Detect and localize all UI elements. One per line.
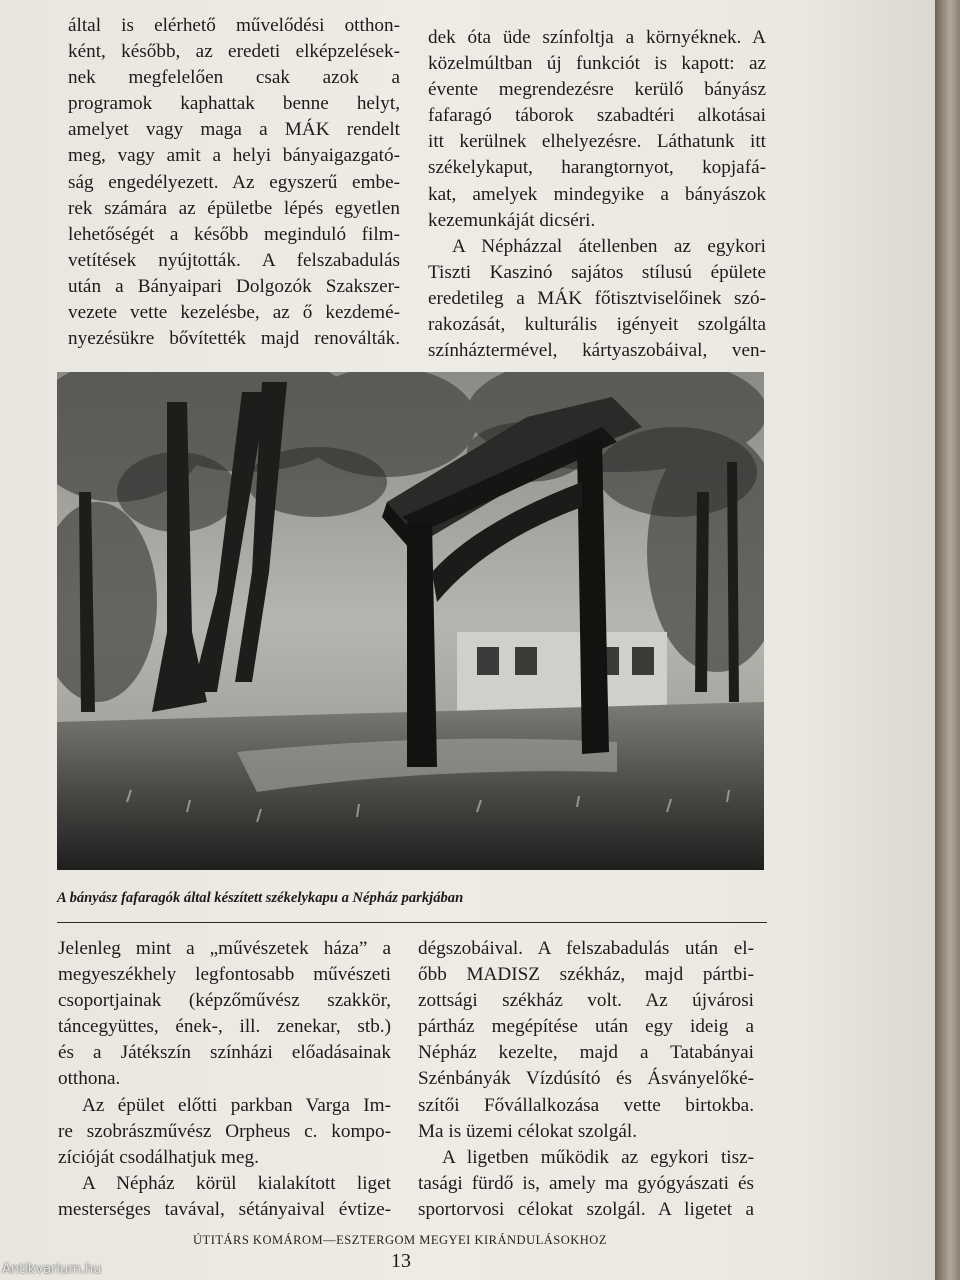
text-line: által is elérhető művelődési otthon- bbox=[68, 15, 400, 36]
text-line: amelyet vagy maga a MÁK rendelt bbox=[68, 119, 400, 141]
text-line: vetítések nyújtották. A felszabadulás bbox=[68, 249, 400, 271]
text-line: székelykaput, harangtornyot, kopjafá- bbox=[428, 157, 766, 179]
text-line: megyeszékhely legfontosabb művészeti bbox=[58, 964, 391, 986]
text-line: ként, később, az eredeti elképzelések- bbox=[68, 41, 400, 63]
text-column-top-right bbox=[428, 25, 766, 364]
text-line: tasági fürdő is, amely ma gyógyászati és bbox=[418, 1172, 754, 1194]
text-line: ság engedélyezett. Az egyszerű embe- bbox=[68, 171, 400, 193]
text-line: zottsági székház volt. Az újvárosi bbox=[418, 990, 754, 1012]
text-line: őbb MADISZ székház, majd pártbi- bbox=[418, 964, 754, 986]
text-line: sportorvosi célokat szolgál. A ligetet a bbox=[418, 1198, 754, 1220]
watermark-text: Antikvarium.hu bbox=[2, 1262, 102, 1277]
running-footer-title: ÚTITÁRS KOMÁROM—ESZTERGOM MEGYEI KIRÁNDULÁSOKHOZ bbox=[193, 1233, 607, 1247]
text-line: kat, amelyek mindegyike a bányászok bbox=[428, 183, 766, 205]
text-line: nek megfelelően csak azok a bbox=[68, 67, 400, 89]
text-line: táncegyüttes, ének-, ill. zenekar, stb.) bbox=[58, 1016, 391, 1038]
text-line: Jelenleg mint a „művészetek háza” a bbox=[58, 938, 391, 959]
text-line: mesterséges tavával, sétányaival évtize- bbox=[58, 1198, 391, 1220]
text-line: rakozását, kulturális igényeit szolgálta bbox=[428, 314, 766, 336]
text-line: Tiszti Kaszinó sajátos stílusú épülete bbox=[428, 261, 766, 283]
text-line: évente megrendezésre kerülő bányász bbox=[428, 79, 766, 101]
text-line: színháztermével, kártyaszobáival, ven- bbox=[428, 340, 766, 362]
text-line: Szénbányák Vízdúsító és Ásványelőké- bbox=[418, 1068, 754, 1090]
text-line: és a Játékszín színházi előadásainak bbox=[58, 1042, 391, 1064]
text-line: A ligetben működik az egykori tisz- bbox=[442, 1146, 754, 1168]
text-line: nyezésükre bővítették majd renoválták. bbox=[68, 328, 400, 350]
text-line: vezete vette kezelésbe, az ő kezdemé- bbox=[68, 302, 400, 324]
text-line: közelmúltban új funkciót is kapott: az bbox=[428, 53, 766, 75]
text-line: Népház kezelte, majd a Tatabányai bbox=[418, 1042, 754, 1064]
text-line: rek számára az épületbe lépés egyetlen bbox=[68, 197, 400, 219]
text-line: Az épület előtti parkban Varga Im- bbox=[82, 1094, 391, 1116]
text-line: után a Bányaipari Dolgozók Szakszer- bbox=[68, 275, 400, 297]
text-line: otthona. bbox=[58, 1068, 121, 1090]
text-line: dek óta üde színfoltja a környéknek. A bbox=[428, 27, 766, 48]
text-line: pártház megépítése után egy ideig a bbox=[418, 1016, 754, 1038]
text-column-bottom-right bbox=[418, 936, 754, 1223]
photo-caption: A bányász fafaragók által készített székelykapu a Népház parkjában bbox=[57, 890, 464, 906]
text-line: Ma is üzemi célokat szolgál. bbox=[418, 1120, 637, 1142]
text-line: zícióját csodálhatjuk meg. bbox=[58, 1146, 259, 1168]
text-line: lehetőségét a később meginduló film- bbox=[68, 223, 400, 245]
page-edge-shadow bbox=[935, 0, 960, 1280]
text-column-top-left bbox=[68, 13, 400, 352]
page-number: 13 bbox=[391, 1250, 411, 1272]
text-line: re szobrászművész Orpheus c. kompo- bbox=[58, 1120, 391, 1142]
text-line: fafaragó táborok szabadtéri alkotásai bbox=[428, 105, 766, 127]
text-line: szítői Fővállalkozása vette birtokba. bbox=[418, 1094, 754, 1116]
text-column-bottom-left bbox=[58, 936, 391, 1223]
text-line: itt kerülnek elhelyezésre. Láthatunk itt bbox=[428, 131, 766, 153]
text-line: eredetileg a MÁK főtisztviselőinek szó- bbox=[428, 287, 766, 309]
text-line: programok kaphattak benne helyt, bbox=[68, 93, 400, 115]
text-line: kezemunkáját dicséri. bbox=[428, 209, 596, 231]
text-line: A Népház körül kialakított liget bbox=[82, 1172, 391, 1194]
text-line: csoportjainak (képzőművész szakkör, bbox=[58, 990, 391, 1012]
caption-divider bbox=[57, 922, 767, 923]
text-line: meg, vagy amit a helyi bányaigazgató- bbox=[68, 145, 400, 167]
text-line: dégszobáival. A felszabadulás után el- bbox=[418, 938, 754, 959]
text-line: A Népházzal átellenben az egykori bbox=[452, 235, 766, 257]
szekelykapu-photo bbox=[57, 372, 764, 870]
